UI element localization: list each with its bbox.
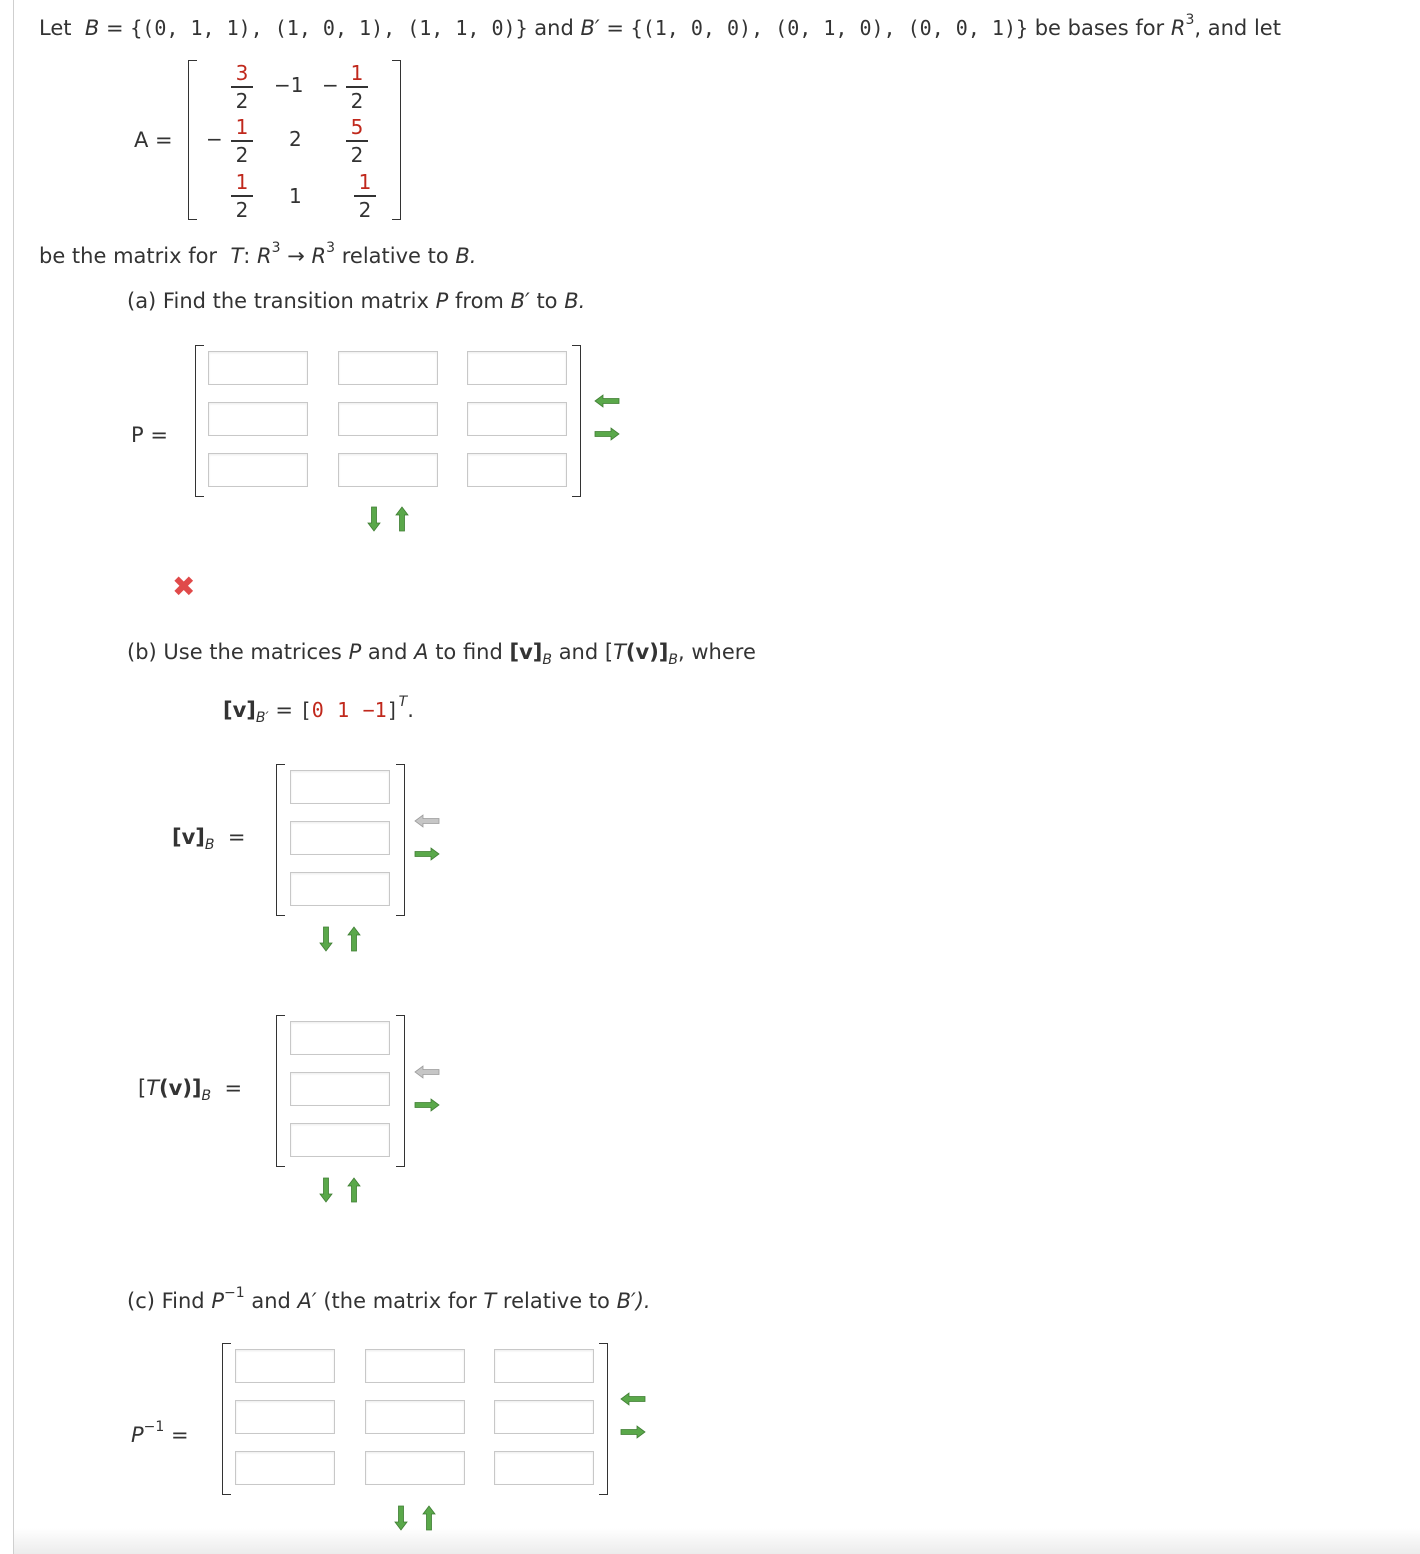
P-input-r3c3[interactable]	[467, 453, 567, 487]
vB-label: $[v]_B$ =	[172, 825, 246, 853]
incorrect-x-icon: ✖	[172, 570, 196, 603]
matrix-A-label: A =	[134, 128, 173, 152]
left-border	[13, 0, 14, 1554]
part-c-prompt: (c) Find $P^{-1}$ and A′ (the matrix for T relative to B′).	[127, 1285, 651, 1313]
add-row-arrow-icon[interactable]	[394, 1505, 408, 1531]
Pinv-label: $P^{-1}$ =	[131, 1419, 189, 1447]
P-input-r3c1[interactable]	[208, 453, 308, 487]
A-r2c2: 2	[289, 127, 302, 151]
add-row-arrow-icon[interactable]	[319, 926, 333, 952]
A-r2c1-sign: −	[206, 127, 223, 151]
add-column-arrow-icon[interactable]	[414, 845, 440, 863]
vB-input-1[interactable]	[290, 770, 390, 804]
bracket-left	[188, 60, 197, 220]
TvB-input-2[interactable]	[290, 1072, 390, 1106]
P-input-r1c1[interactable]	[208, 351, 308, 385]
remove-column-arrow-icon[interactable]	[594, 392, 620, 410]
bottom-shade	[14, 1528, 1420, 1554]
remove-column-arrow-icon[interactable]	[414, 1063, 440, 1081]
transform-line: be the matrix for T: $R^3 \to R^3$ relative to B.	[39, 240, 477, 268]
Pinv-input-r1c2[interactable]	[365, 1349, 465, 1383]
bracket-right	[392, 60, 401, 220]
remove-row-arrow-icon[interactable]	[395, 506, 409, 532]
A-r1c2: −1	[274, 73, 304, 97]
add-column-arrow-icon[interactable]	[414, 1096, 440, 1114]
A-r1c3-sign: −	[322, 73, 339, 97]
remove-column-arrow-icon[interactable]	[620, 1390, 646, 1408]
A-r2c3: 5 2	[346, 116, 368, 166]
A-r2c1: 1 2	[231, 116, 253, 166]
A-r3c2: 1	[289, 184, 302, 208]
part-a-prompt: (a) Find the transition matrix P from B′ to B.	[127, 289, 586, 313]
P-input-r2c3[interactable]	[467, 402, 567, 436]
P-input-r2c1[interactable]	[208, 402, 308, 436]
Pinv-input-r1c1[interactable]	[235, 1349, 335, 1383]
remove-row-arrow-icon[interactable]	[347, 926, 361, 952]
remove-row-arrow-icon[interactable]	[422, 1505, 436, 1531]
vB-input-2[interactable]	[290, 821, 390, 855]
P-input-r3c2[interactable]	[338, 453, 438, 487]
add-column-arrow-icon[interactable]	[594, 425, 620, 443]
part-b-prompt: (b) Use the matrices P and A to find $[v]_B$ and $[T(v)]_B$, where	[127, 640, 756, 668]
TvB-input-1[interactable]	[290, 1021, 390, 1055]
Pinv-input-r2c2[interactable]	[365, 1400, 465, 1434]
P-input-r2c2[interactable]	[338, 402, 438, 436]
given-vector: $[v]_{B'} = [0$ 1 −1]$^T$.	[223, 694, 414, 726]
Pinv-input-r3c1[interactable]	[235, 1451, 335, 1485]
A-r3c1: 1 2	[231, 171, 253, 221]
A-r3c3: 1 2	[354, 171, 376, 221]
Pinv-input-r1c3[interactable]	[494, 1349, 594, 1383]
P-input-r1c2[interactable]	[338, 351, 438, 385]
add-column-arrow-icon[interactable]	[620, 1423, 646, 1441]
TvB-input-3[interactable]	[290, 1123, 390, 1157]
Pinv-input-r2c3[interactable]	[494, 1400, 594, 1434]
add-row-arrow-icon[interactable]	[367, 506, 381, 532]
basis-B: {(0, 1, 1), (1, 0, 1), (1, 1, 0)}	[130, 16, 528, 40]
P-label: P =	[131, 423, 168, 447]
intro-line: Let B = {(0, 1, 1), (1, 0, 1), (1, 1, 0)} and B′ = {(1, 0, 0), (0, 1, 0), (0, 0, 1)} be bases for $R^3$, and let	[39, 12, 1281, 40]
Pinv-input-r3c3[interactable]	[494, 1451, 594, 1485]
A-r1c3: 1 2	[346, 62, 368, 112]
P-input-r1c3[interactable]	[467, 351, 567, 385]
A-r1c1: 3 2	[231, 62, 253, 112]
Pinv-input-r3c2[interactable]	[365, 1451, 465, 1485]
add-row-arrow-icon[interactable]	[319, 1177, 333, 1203]
Pinv-input-r2c1[interactable]	[235, 1400, 335, 1434]
remove-row-arrow-icon[interactable]	[347, 1177, 361, 1203]
remove-column-arrow-icon[interactable]	[414, 812, 440, 830]
vB-input-3[interactable]	[290, 872, 390, 906]
TvB-label: $[T(v)]_B$ =	[138, 1076, 243, 1104]
basis-B-prime: {(1, 0, 0), (0, 1, 0), (0, 0, 1)}	[630, 16, 1029, 40]
